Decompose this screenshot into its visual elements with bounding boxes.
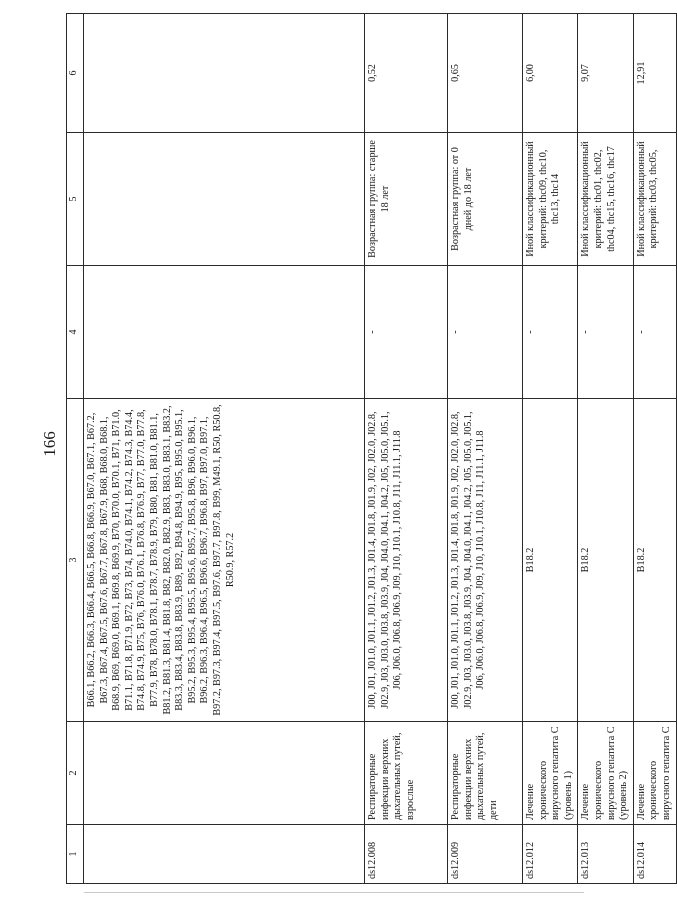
row-diagnoses: B18.2 (523, 399, 578, 722)
row-coefficient: 6,00 (523, 14, 578, 133)
row-other-criteria: Возрастная группа: старше 18 лет (365, 133, 448, 266)
row-diagnoses: J00, J01, J01.0, J01.1, J01.2, J01.3, J01.4, J01.8, J01.9, J02, J02.0, J02.8, J02.9, J03, J03.0, J03.8, J03.9, J04, J04.0, J04.1, J04.2, J05, J05.0, J05.1, J06, J06.0, J06.8, J06.9, J09, J10, J10.1, J10.8, J11, J11.1, J11.8 (448, 399, 523, 722)
row-other-criteria (84, 133, 365, 266)
row-coefficient: 0,65 (448, 14, 523, 133)
row-other-criteria: Возрастная группа: от 0 дней до 18 лет (448, 133, 523, 266)
table-row (84, 14, 365, 884)
col-header-1: 1 (67, 825, 84, 884)
row-code: ds12.009 (448, 825, 523, 884)
row-name: Респираторные инфекции верхних дыхательных путей, взрослые (365, 722, 448, 825)
table-row (578, 14, 633, 884)
row-name: Респираторные инфекции верхних дыхательных путей, дети (448, 722, 523, 825)
row-other-criteria: Иной классификационный критерий: thc01, thc02, thc04, thc15, thc16, thc17 (578, 133, 633, 266)
row-procedures: - (523, 266, 578, 399)
row-procedures: - (578, 266, 633, 399)
col-header-2: 2 (67, 722, 84, 825)
row-code: ds12.014 (633, 825, 676, 884)
table-container (66, 44, 672, 884)
rotated-table (66, 44, 672, 884)
row-diagnoses: B18.2 (633, 399, 676, 722)
row-procedures: - (633, 266, 676, 399)
col-header-6: 6 (67, 14, 84, 133)
row-code: ds12.013 (578, 825, 633, 884)
row-procedures (84, 266, 365, 399)
row-other-criteria: Иной классификационный критерий: thc03, thc05, (633, 133, 676, 266)
row-code: ds12.008 (365, 825, 448, 884)
table-row (633, 14, 676, 884)
row-name: Лечение хронического вирусного гепатита С (уровень 1) (523, 722, 578, 825)
row-diagnoses: J00, J01, J01.0, J01.1, J01.2, J01.3, J01.4, J01.8, J01.9, J02, J02.0, J02.8, J02.9, J03, J03.0, J03.8, J03.9, J04, J04.0, J04.1, J04.2, J05, J05.0, J05.1, J06, J06.0, J06.8, J06.9, J09, J10, J10.1, J10.8, J11, J11.1, J11.8 (365, 399, 448, 722)
row-procedures: - (365, 266, 448, 399)
col-header-3: 3 (67, 399, 84, 722)
row-name: Лечение хронического вирусного гепатита С (633, 722, 676, 825)
row-coefficient (84, 14, 365, 133)
row-coefficient: 9,07 (578, 14, 633, 133)
table-row (523, 14, 578, 884)
row-coefficient: 0,52 (365, 14, 448, 133)
tariff-table (66, 13, 677, 884)
scan-artifact-bottom (84, 892, 584, 893)
row-code: ds12.012 (523, 825, 578, 884)
col-header-5: 5 (67, 133, 84, 266)
row-name (84, 722, 365, 825)
row-diagnoses: B66.1, B66.2, B66.3, B66.4, B66.5, B66.8, B66.9, B67.0, B67.1, B67.2, B67.3, B67.4, B67.5, B67.6, B67.7, B67.8, B67.9, B68, B68.0, B68.1, B68.9, B69, B69.0, B69.1, B69.8, B69.9, B70, B70.0, B70.1, B71, B71.0, B71.1, B71.8, B71.9, B72, B73, B74, B74.0, B74.1, B74.2, B74.3, B74.4, B74.8, B74.9, B75, B76, B76.0, B76.1, B76.8, B76.9, B77, B77.0, B77.8, B77.9, B78, B78.0, B78.1, B78.7, B78.9, B79, B80, B81, B81.0, B81.1, B81.2, B81.3, B81.4, B81.8, B82, B82.0, B82.9, B83, B83.0, B83.1, B83.2, B83.3, B83.4, B83.8, B83.9, B89, B92, B94.8, B94.9, B95, B95.0, B95.1, B95.2, B95.3, B95.4, B95.5, B95.6, B95.7, B95.8, B96, B96.0, B96.1, B96.2, B96.3, B96.4, B96.5, B96.6, B96.7, B96.8, B97, B97.0, B97.1, B97.2, B97.3, B97.4, B97.5, B97.6, B97.7, B97.8, B99, M49.1, R50, R50.8, R50.9, R57.2 (84, 399, 365, 722)
table-row (365, 14, 448, 884)
row-diagnoses: B18.2 (578, 399, 633, 722)
column-header-row (67, 14, 84, 884)
row-coefficient: 12,91 (633, 14, 676, 133)
page-number: 166 (40, 431, 59, 457)
table-row (448, 14, 523, 884)
row-name: Лечение хронического вирусного гепатита С (уровень 2) (578, 722, 633, 825)
row-code (84, 825, 365, 884)
row-procedures: - (448, 266, 523, 399)
col-header-4: 4 (67, 266, 84, 399)
row-other-criteria: Иной классификационный критерий: thc09, thc10, thc13, thc14 (523, 133, 578, 266)
